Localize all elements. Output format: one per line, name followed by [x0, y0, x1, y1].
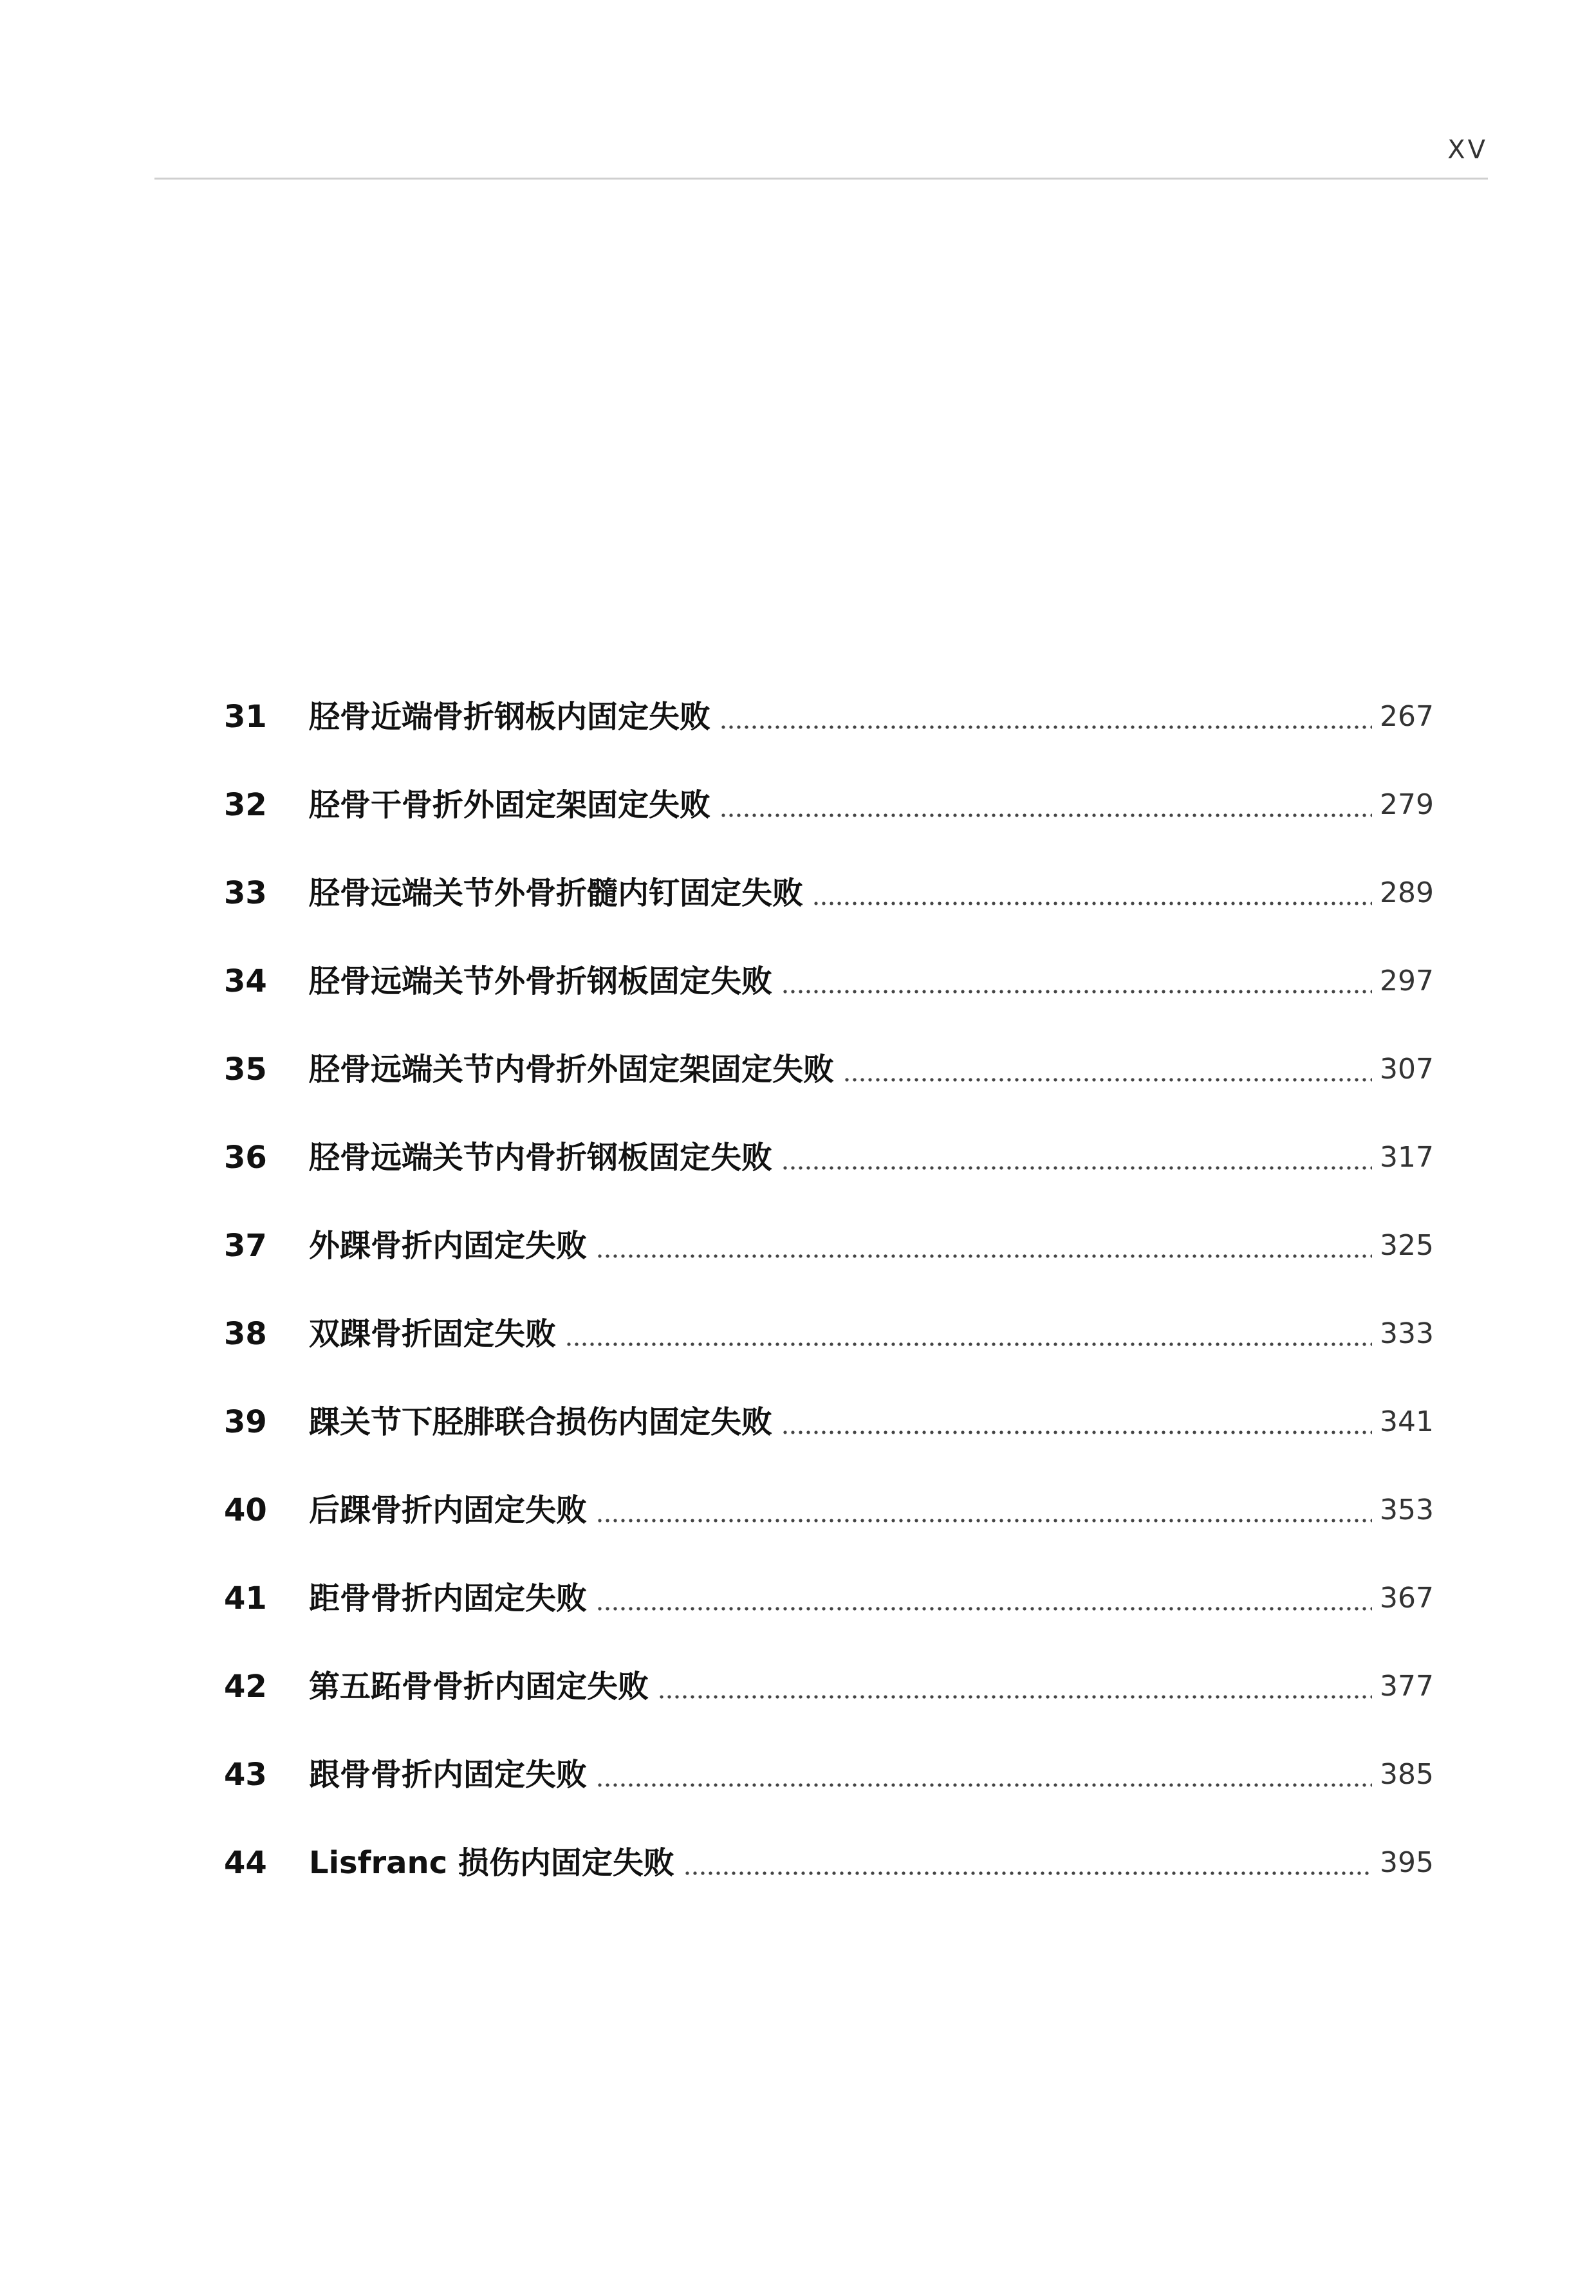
chapter-number: 39 [224, 1404, 267, 1440]
chapter-number: 38 [224, 1316, 267, 1352]
chapter-page: 341 [1380, 1405, 1434, 1438]
chapter-number: 44 [224, 1845, 267, 1881]
chapter-title[interactable]: 第五跖骨骨折内固定失败 [309, 1669, 649, 1705]
dot-leader [596, 1483, 1372, 1537]
header-rule [154, 178, 1488, 180]
chapter-number: 42 [224, 1669, 267, 1705]
chapter-title[interactable]: Lisfranc 损伤内固定失败 [309, 1845, 674, 1881]
chapter-number: 36 [224, 1140, 267, 1176]
dot-leader [565, 1307, 1372, 1361]
chapter-title[interactable]: 跟骨骨折内固定失败 [309, 1757, 588, 1793]
chapter-title[interactable]: 胫骨近端骨折钢板内固定失败 [309, 699, 711, 735]
dot-leader [658, 1660, 1372, 1714]
dot-leader [781, 1131, 1372, 1185]
chapter-title[interactable]: 后踝骨折内固定失败 [309, 1492, 588, 1528]
chapter-title[interactable]: 胫骨远端关节内骨折钢板固定失败 [309, 1140, 773, 1176]
chapter-page: 297 [1380, 965, 1434, 997]
toc-entry-42[interactable] [224, 1660, 1434, 1748]
toc-entry-35[interactable] [224, 1042, 1434, 1131]
toc-entry-31[interactable] [224, 690, 1434, 778]
chapter-title[interactable]: 踝关节下胫腓联合损伤内固定失败 [309, 1404, 773, 1440]
toc-entry-43[interactable] [224, 1748, 1434, 1836]
chapter-number: 34 [224, 963, 267, 999]
chapter-title[interactable]: 双踝骨折固定失败 [309, 1316, 557, 1352]
dot-leader [719, 778, 1372, 832]
chapter-page: 395 [1380, 1846, 1434, 1879]
dot-leader [719, 690, 1372, 744]
toc-entry-33[interactable] [224, 866, 1434, 954]
toc-entry-38[interactable] [224, 1307, 1434, 1395]
chapter-page: 279 [1380, 788, 1434, 821]
chapter-title[interactable]: 距骨骨折内固定失败 [309, 1580, 588, 1616]
toc-entry-41[interactable] [224, 1571, 1434, 1660]
chapter-page: 377 [1380, 1670, 1434, 1703]
chapter-number: 35 [224, 1051, 267, 1088]
chapter-page: 325 [1380, 1229, 1434, 1262]
chapter-number: 41 [224, 1580, 267, 1616]
dot-leader [812, 866, 1372, 920]
chapter-number: 31 [224, 699, 267, 735]
toc-entry-36[interactable] [224, 1131, 1434, 1219]
chapter-page: 367 [1380, 1582, 1434, 1615]
chapter-title[interactable]: 胫骨远端关节外骨折钢板固定失败 [309, 963, 773, 999]
dot-leader [683, 1836, 1372, 1890]
toc-entry-34[interactable] [224, 954, 1434, 1042]
chapter-page: 289 [1380, 876, 1434, 909]
chapter-title[interactable]: 胫骨干骨折外固定架固定失败 [309, 787, 711, 823]
chapter-number: 33 [224, 875, 267, 911]
dot-leader [596, 1571, 1372, 1625]
chapter-title[interactable]: 胫骨远端关节内骨折外固定架固定失败 [309, 1051, 835, 1088]
chapter-page: 353 [1380, 1494, 1434, 1526]
dot-leader [596, 1219, 1372, 1273]
chapter-title[interactable]: 外踝骨折内固定失败 [309, 1228, 588, 1264]
dot-leader [843, 1042, 1372, 1097]
toc-entry-32[interactable] [224, 778, 1434, 866]
toc-entry-40[interactable] [224, 1483, 1434, 1571]
toc-entry-44[interactable] [224, 1836, 1434, 1924]
page-header [154, 129, 1488, 180]
chapter-page: 307 [1380, 1053, 1434, 1086]
chapter-page: 385 [1380, 1758, 1434, 1791]
chapter-number: 37 [224, 1228, 267, 1264]
toc-entry-39[interactable] [224, 1395, 1434, 1483]
dot-leader [596, 1748, 1372, 1802]
chapter-number: 43 [224, 1757, 267, 1793]
table-of-contents [224, 690, 1434, 1924]
chapter-page: 317 [1380, 1141, 1434, 1174]
chapter-number: 40 [224, 1492, 267, 1528]
chapter-page: 267 [1380, 700, 1434, 733]
dot-leader [781, 1395, 1372, 1449]
dot-leader [781, 954, 1372, 1008]
chapter-number: 32 [224, 787, 267, 823]
toc-entry-37[interactable] [224, 1219, 1434, 1307]
page-number: XV [1447, 135, 1488, 165]
chapter-title[interactable]: 胫骨远端关节外骨折髓内钉固定失败 [309, 875, 804, 911]
chapter-page: 333 [1380, 1317, 1434, 1350]
